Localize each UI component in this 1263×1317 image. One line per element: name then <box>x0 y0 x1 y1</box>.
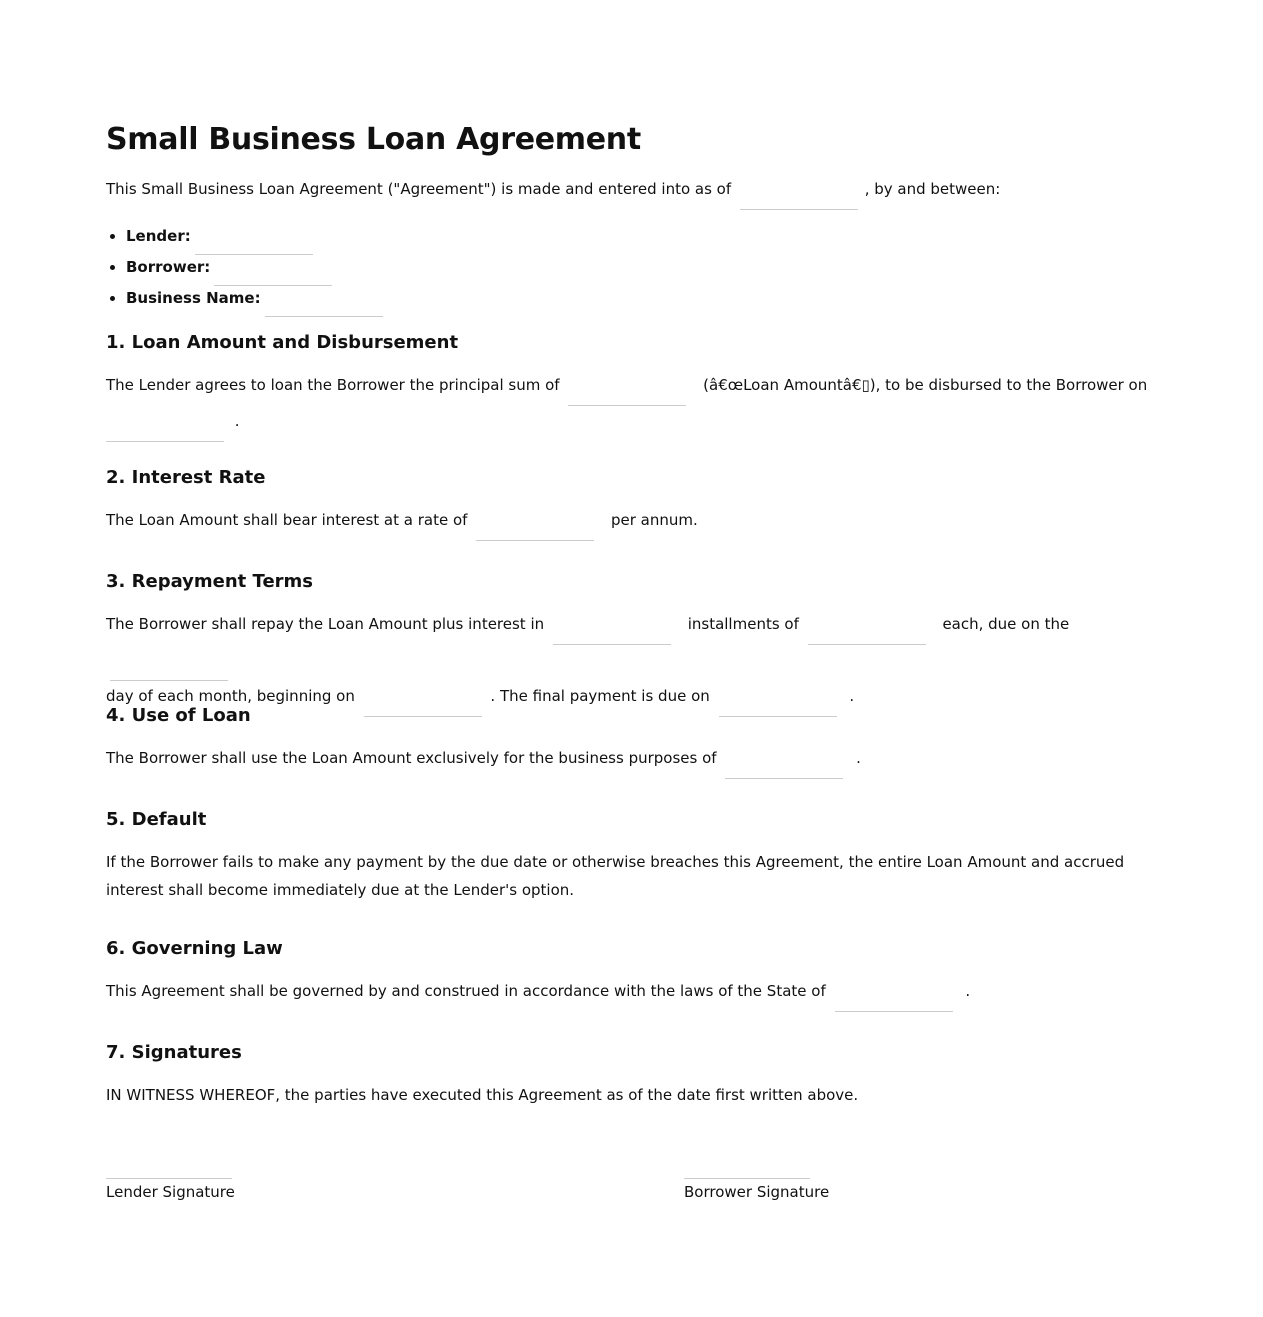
section-heading: 2. Interest Rate <box>106 467 266 488</box>
lender-signature-label: Lender Signature <box>106 1183 235 1201</box>
section-governing-law <box>106 936 1166 1012</box>
section-signatures <box>106 1040 1166 1110</box>
party-lender <box>126 224 1166 255</box>
section-default <box>106 807 1166 904</box>
section-text: The Borrower shall repay the Loan Amount plus interest in <box>106 615 545 633</box>
section-heading: 3. Repayment Terms <box>106 571 313 592</box>
intro-text: This Small Business Loan Agreement ("Agreement") is made and entered into as of <box>106 180 732 198</box>
lender-name-field[interactable] <box>195 232 313 255</box>
intro-paragraph <box>106 174 1166 210</box>
section-text: . <box>849 687 855 705</box>
section-text: day of each month, beginning on <box>106 687 355 705</box>
section-heading: 7. Signatures <box>106 1042 242 1063</box>
borrower-label: Borrower: <box>126 258 211 276</box>
borrower-name-field[interactable] <box>214 263 332 286</box>
section-repayment-terms <box>106 569 1166 717</box>
lender-signature-line[interactable] <box>106 1178 232 1179</box>
section-heading: 5. Default <box>106 809 207 830</box>
section-text: . <box>234 412 240 430</box>
section-text: This Agreement shall be governed by and construed in accordance with the laws of the State of <box>106 982 826 1000</box>
section-body <box>106 370 1166 442</box>
section-text: installments of <box>687 615 799 633</box>
installment-amount-field[interactable] <box>808 622 926 645</box>
due-day-field[interactable] <box>110 658 228 681</box>
section-text: The Borrower shall use the Loan Amount exclusively for the business purposes of <box>106 749 717 767</box>
document-title: Small Business Loan Agreement <box>106 122 641 157</box>
installment-count-field[interactable] <box>553 622 671 645</box>
section-text: . The final payment is due on <box>490 687 710 705</box>
party-business-name <box>126 286 1166 317</box>
party-borrower <box>126 255 1166 286</box>
section-body <box>106 609 1166 717</box>
governing-state-field[interactable] <box>835 989 953 1012</box>
section-heading: 4. Use of Loan <box>106 705 251 726</box>
section-text: . <box>856 749 861 767</box>
borrower-signature-label: Borrower Signature <box>684 1183 830 1201</box>
borrower-signature-block[interactable] <box>684 1178 829 1204</box>
business-name-label: Business Name: <box>126 289 261 307</box>
interest-rate-field[interactable] <box>476 518 594 541</box>
parties-list <box>106 224 1166 317</box>
section-text: The Loan Amount shall bear interest at a rate of <box>106 511 468 529</box>
section-text: each, due on the <box>942 615 1070 633</box>
lender-signature-block[interactable] <box>106 1178 235 1204</box>
section-text: . <box>965 982 971 1000</box>
agreement-date-field[interactable] <box>740 187 858 210</box>
disbursement-date-field[interactable] <box>106 419 224 442</box>
agreement-page <box>0 0 1166 317</box>
section-text: (â€œLoan Amountâ€▯), to be disbursed to the Borrower on <box>703 376 1148 394</box>
section-heading: 1. Loan Amount and Disbursement <box>106 332 459 353</box>
section-body: IN WITNESS WHEREOF, the parties have executed this Agreement as of the date first written above. <box>106 1086 859 1104</box>
section-body <box>106 976 1166 1012</box>
section-heading: 6. Governing Law <box>106 938 283 959</box>
section-loan-amount <box>106 330 1166 442</box>
section-body <box>106 743 1166 779</box>
business-purpose-field[interactable] <box>725 756 843 779</box>
principal-sum-field[interactable] <box>568 383 686 406</box>
section-text: per annum. <box>610 511 698 529</box>
intro-text-end: , by and between: <box>864 180 1001 198</box>
section-use-of-loan <box>106 703 1166 779</box>
section-interest-rate <box>106 465 1166 541</box>
section-body <box>106 505 1166 541</box>
business-name-field[interactable] <box>265 294 383 317</box>
section-text: The Lender agrees to loan the Borrower the principal sum of <box>106 376 560 394</box>
signature-row <box>106 1178 1166 1208</box>
borrower-signature-line[interactable] <box>684 1178 810 1179</box>
lender-label: Lender: <box>126 227 191 245</box>
section-body: If the Borrower fails to make any payment by the due date or otherwise breaches this Agreement, the entire Loan Amount and accrued interest shall become immediately due at the Lender's option. <box>106 853 1125 899</box>
